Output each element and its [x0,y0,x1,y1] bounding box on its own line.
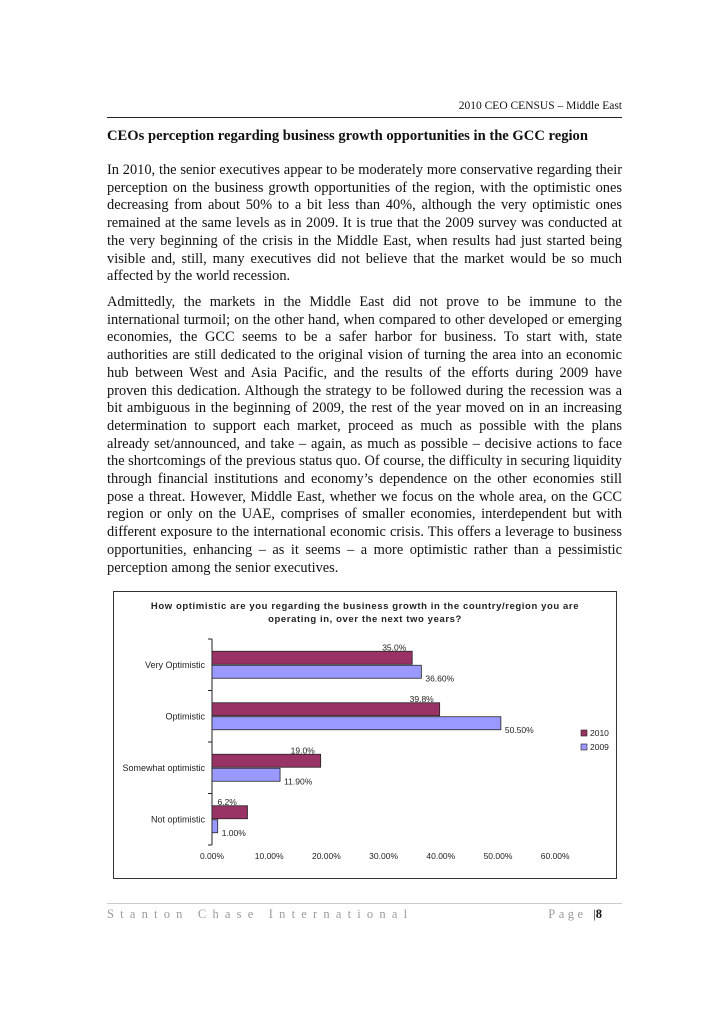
optimism-bar-chart [114,592,616,878]
data-label-2009-3: 1.00% [221,827,246,838]
chart-title-line2: operating in, over the next two years? [268,614,462,625]
x-tick-label: 10.00% [254,851,284,861]
page-number: 8 [595,907,602,921]
bar-2010-1 [212,703,440,716]
category-label-3: Not optimistic [150,814,205,825]
body-paragraph-1: In 2010, the senior executives appear to be moderately more conservative regarding their perception on the business growth opportunities of the region, with the optimistic ones decreasing from about 50% to a bit less than 40%, although the very optimistic ones remained at the same levels as in 2009. It is true that the 2009 survey was conducted at the very beginning of the crisis in the Middle East, when results had just started being visible and, still, many executives did not believe that the market would be so much affected by the world recession. [107,162,622,285]
body-paragraph-2: Admittedly, the markets in the Middle East did not prove to be immune to the international turmoil; on the other hand, when compared to other developed or emerging economies, the GCC seems to be a safer harbor for business. To start with, state authorities are still dedicated to the original vision of turning the area into an economic hub between West and Asia Pacific, and the results of the efforts during 2009 have proven this dedication. Although the strategy to be followed during the recession was a bit ambiguous in the beginning of 2009, the rest of the year moved on in an increasing determination to support each market, proceed as much as possible with the plans already set/announced, and take – again, as much as possible – decisive actions to face the shortcomings of the previous status quo. Of course, the difficulty in securing liquidity through financial institutions and economy’s dependence on the other economies still pose a threat. However, Middle East, whether we focus on the whole area, on the GCC region or only on the UAE, comprises of smaller economies, interdependent but with different exposure to the international economic crisis. This offers a leverage to business opportunities, enhancing – as it seems – a more optimistic rather than a pessimistic perception among the senior executives. [107,294,622,576]
footer-page [540,907,602,922]
data-label-2009-0: 36.60% [425,673,455,684]
bar-2010-0 [212,651,412,664]
category-label-0: Very Optimistic [144,659,205,670]
chart-frame [113,591,617,879]
footer-separator: | [593,907,596,921]
footer-rule [107,903,622,904]
x-tick-label: 0.00% [199,851,225,861]
x-tick-label: 60.00% [540,851,570,861]
bar-2009-3 [212,820,218,833]
chart-title-line1: How optimistic are you regarding the business growth in the country/region you are [150,601,580,612]
legend-label-2009: 2009 [590,742,609,752]
bar-2010-2 [212,754,321,767]
data-label-2009-2: 11.90% [284,776,313,787]
data-label-2010-1: 39.8% [409,693,434,704]
data-label-2010-0: 35.0% [382,642,407,653]
category-label-1: Optimistic [165,711,205,722]
footer-page-label: Page [548,907,587,921]
x-tick-label: 40.00% [426,851,456,861]
x-tick-label: 50.00% [483,851,513,861]
bar-2009-2 [212,768,280,781]
legend-swatch-2010 [581,730,587,736]
bar-2010-3 [212,806,247,819]
section-title: CEOs perception regarding business growth opportunities in the GCC region [107,128,588,144]
x-tick-label: 20.00% [311,851,341,861]
x-tick-label: 30.00% [369,851,399,861]
category-label-2: Somewhat optimistic [122,762,205,773]
data-label-2009-1: 50.50% [504,724,534,735]
data-label-2010-3: 6.2% [217,796,237,807]
footer-company: Stanton Chase International [107,907,414,921]
running-header: 2010 CEO CENSUS – Middle East [458,100,622,112]
legend-label-2010: 2010 [590,728,609,738]
bar-2009-0 [212,665,421,678]
bar-2009-1 [212,717,501,730]
legend-swatch-2009 [581,744,587,750]
data-label-2010-2: 19.0% [290,745,315,756]
header-rule [107,117,622,118]
